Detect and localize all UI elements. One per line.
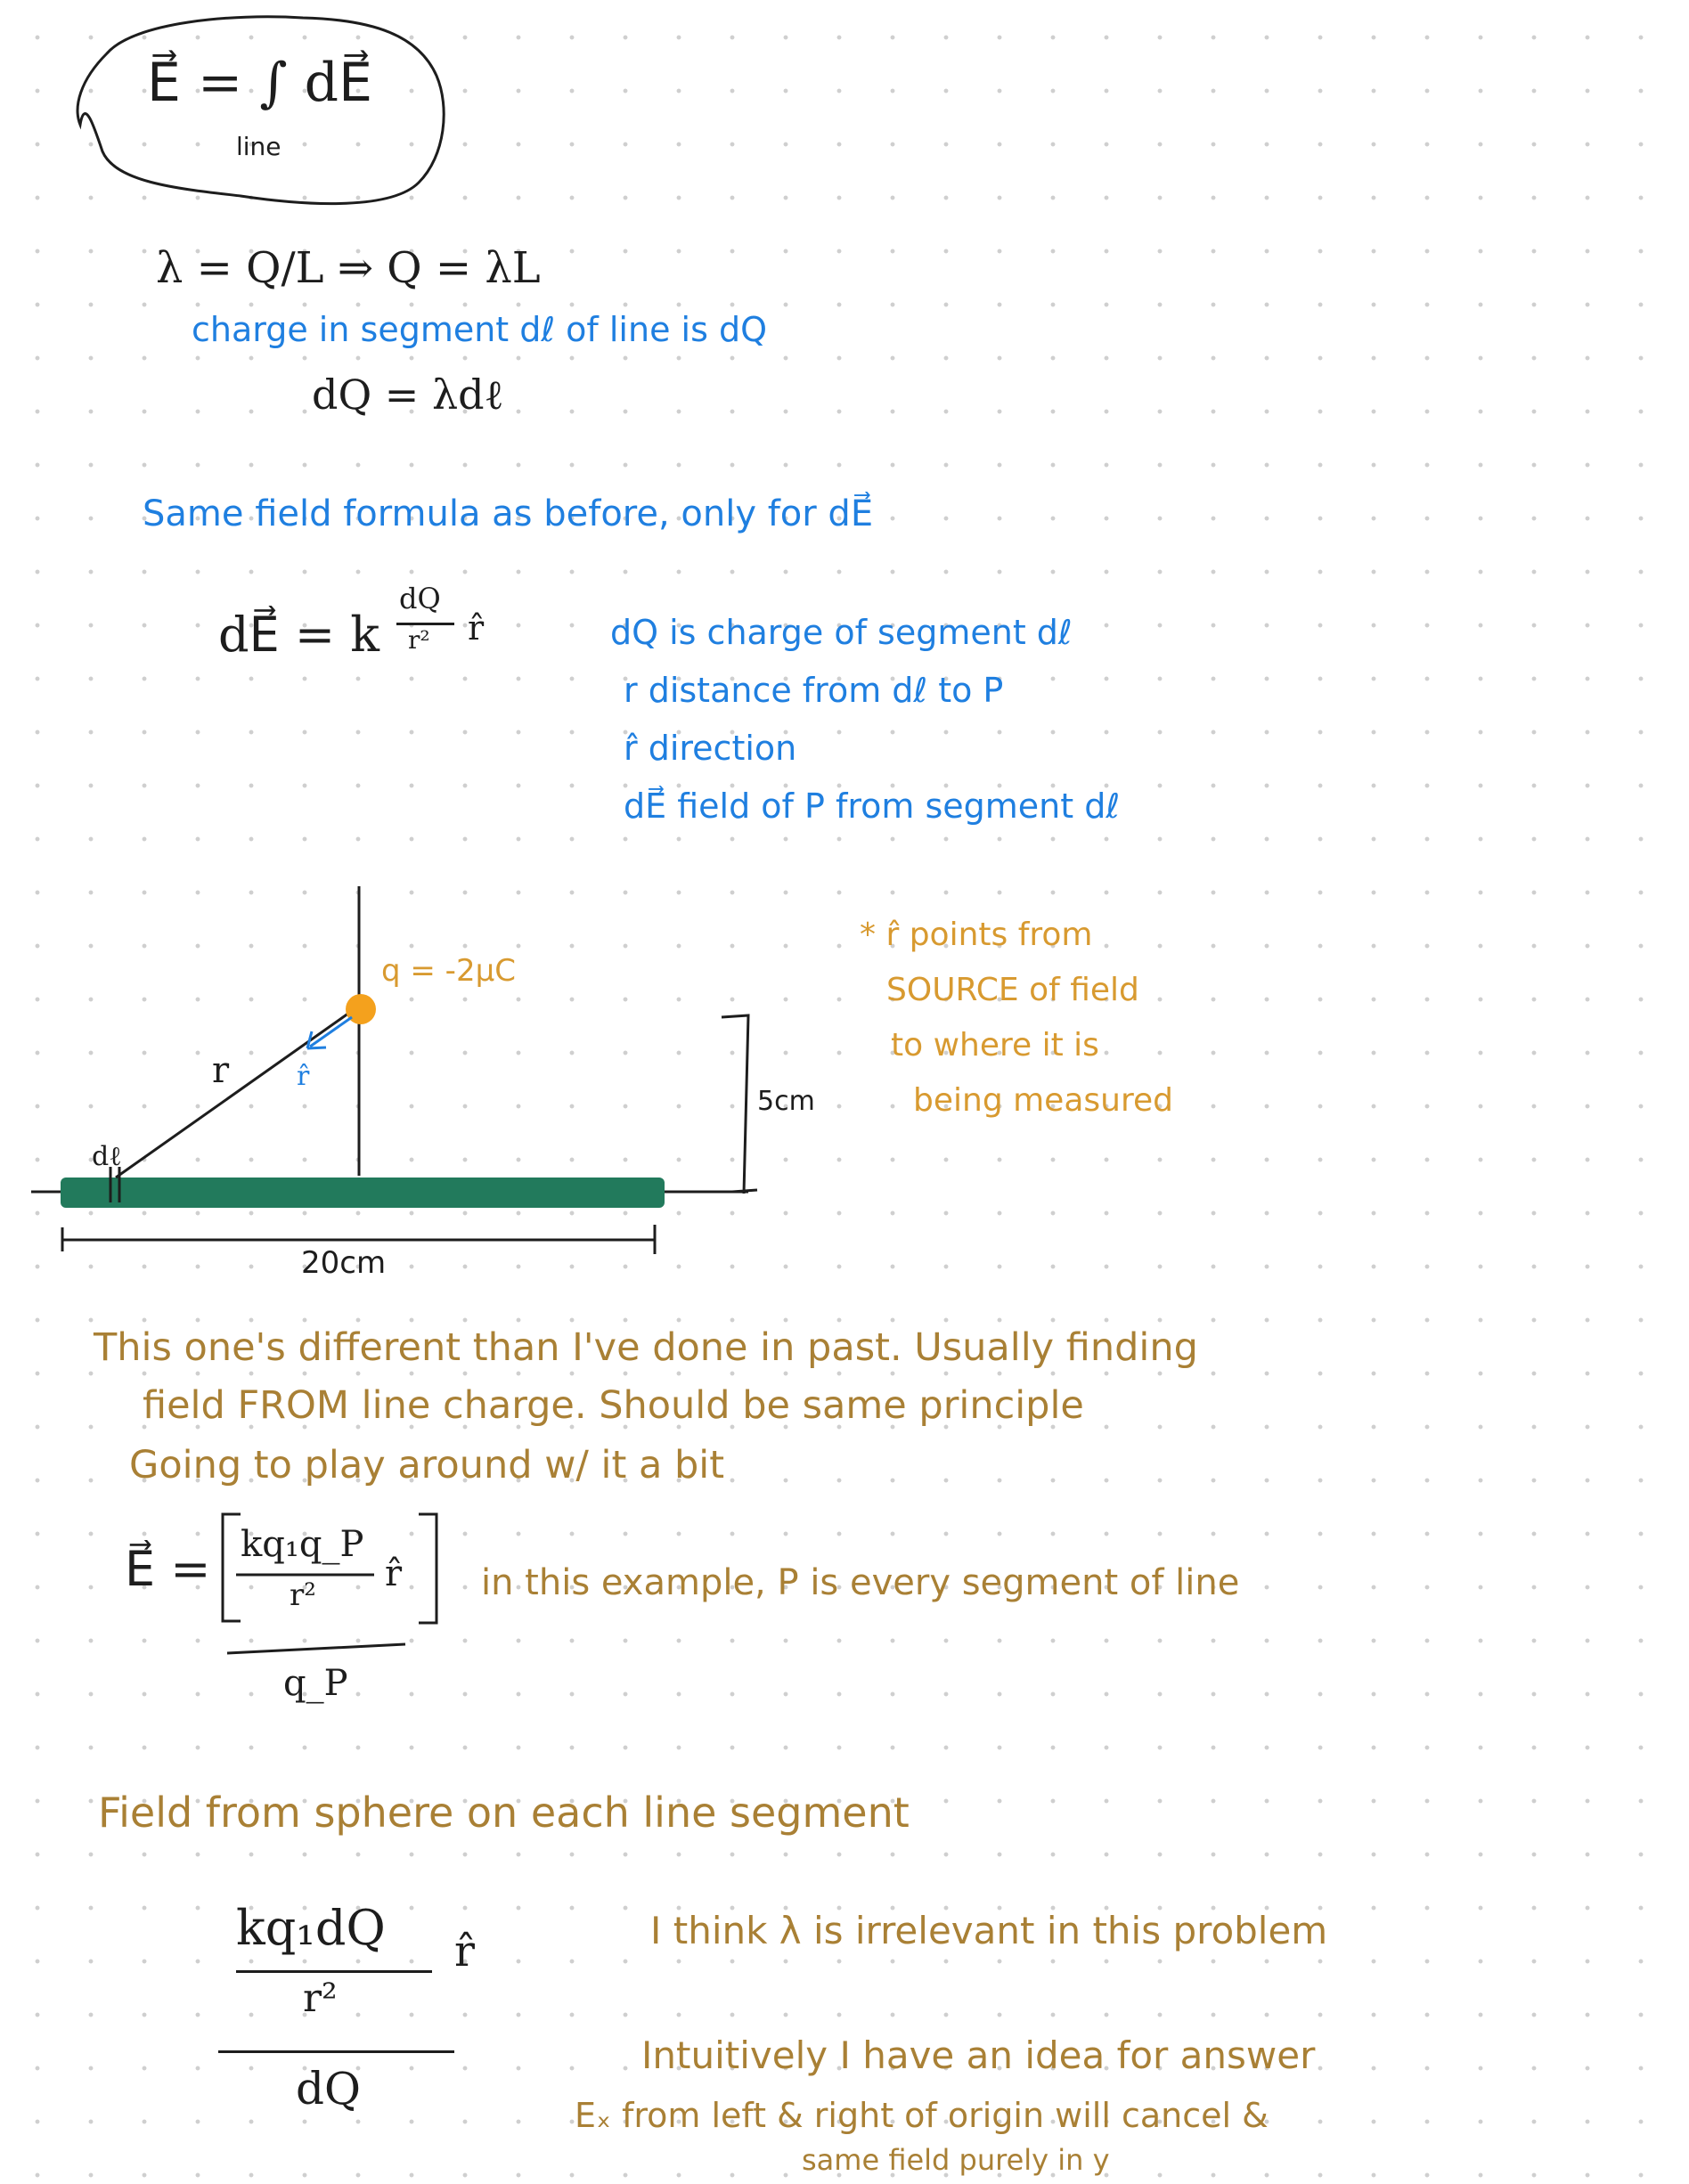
integral-subscript: line (236, 132, 282, 161)
length-label: 20cm (301, 1245, 387, 1281)
rhat-note-line-1: * r̂ points from (860, 917, 1093, 953)
general-formula-divisor: q_P (283, 1663, 348, 1704)
general-formula-lhs: E⃗ = (125, 1541, 211, 1597)
reflection-line-2: field FROM line charge. Should be same principle (143, 1383, 1084, 1428)
charge-density-equation: λ = Q/L ⇒ Q = λL (156, 243, 541, 293)
sphere-note-2: Intuitively I have an idea for answer (641, 2033, 1316, 2077)
sphere-note-4: same field purely in y (802, 2143, 1110, 2177)
point-charge-label: q = -2μC (381, 953, 516, 989)
height-label: 5cm (757, 1086, 815, 1117)
general-formula-numerator: kq₁q_P (241, 1524, 364, 1565)
rhat-note-line-4: being measured (913, 1082, 1173, 1119)
definition-r: r distance from dℓ to P (624, 671, 1004, 710)
dq-equation: dQ = λdℓ (312, 371, 504, 419)
reflection-line-3: Going to play around w/ it a bit (129, 1443, 725, 1487)
sphere-formula-divisor: dQ (296, 2063, 361, 2115)
segment-charge-note: charge in segment dℓ of line is dQ (192, 310, 767, 349)
sphere-outer-fraction-bar (218, 2050, 454, 2053)
sphere-formula-unit-vector: r̂ (454, 1927, 475, 1976)
general-outer-fraction-bar (227, 1644, 405, 1653)
dl-label: dℓ (92, 1141, 122, 1172)
r-label: r (212, 1050, 230, 1091)
general-formula-note: in this example, P is every segment of line (481, 1562, 1240, 1603)
sphere-formula-numerator: kq₁dQ (236, 1900, 386, 1956)
rhat-label: r̂ (297, 1061, 310, 1092)
sphere-note-1: I think λ is irrelevant in this problem (650, 1909, 1328, 1952)
general-formula-unit-vector: r̂ (385, 1553, 403, 1594)
general-formula-denominator: r² (290, 1577, 316, 1613)
sphere-inner-fraction-bar (236, 1970, 432, 1973)
definition-de: dE⃗ field of P from segment dℓ (624, 786, 1121, 826)
definition-rhat: r̂ direction (624, 729, 797, 768)
rhat-note-line-2: SOURCE of field (886, 972, 1139, 1008)
left-bracket (223, 1514, 241, 1621)
definition-dq: dQ is charge of segment dℓ (610, 613, 1073, 652)
sphere-formula-denominator: r² (303, 1976, 338, 2021)
right-bracket (419, 1514, 437, 1623)
field-formula-denominator: r² (408, 625, 430, 655)
field-formula-unit-vector: r̂ (468, 608, 485, 648)
field-formula-numerator: dQ (399, 582, 441, 615)
sphere-note-3: Eₓ from left & right of origin will cancel & (575, 2096, 1269, 2135)
integral-formula: E⃗ = ∫ dE⃗ (147, 52, 372, 114)
sphere-heading: Field from sphere on each line segment (98, 1789, 910, 1837)
field-formula-lhs: dE⃗ = k (218, 607, 379, 663)
rhat-note-line-3: to where it is (891, 1027, 1099, 1063)
reflection-line-1: This one's different than I've done in past. Usually finding (94, 1325, 1198, 1370)
field-formula-heading: Same field formula as before, only for dE⃗ (143, 493, 874, 534)
